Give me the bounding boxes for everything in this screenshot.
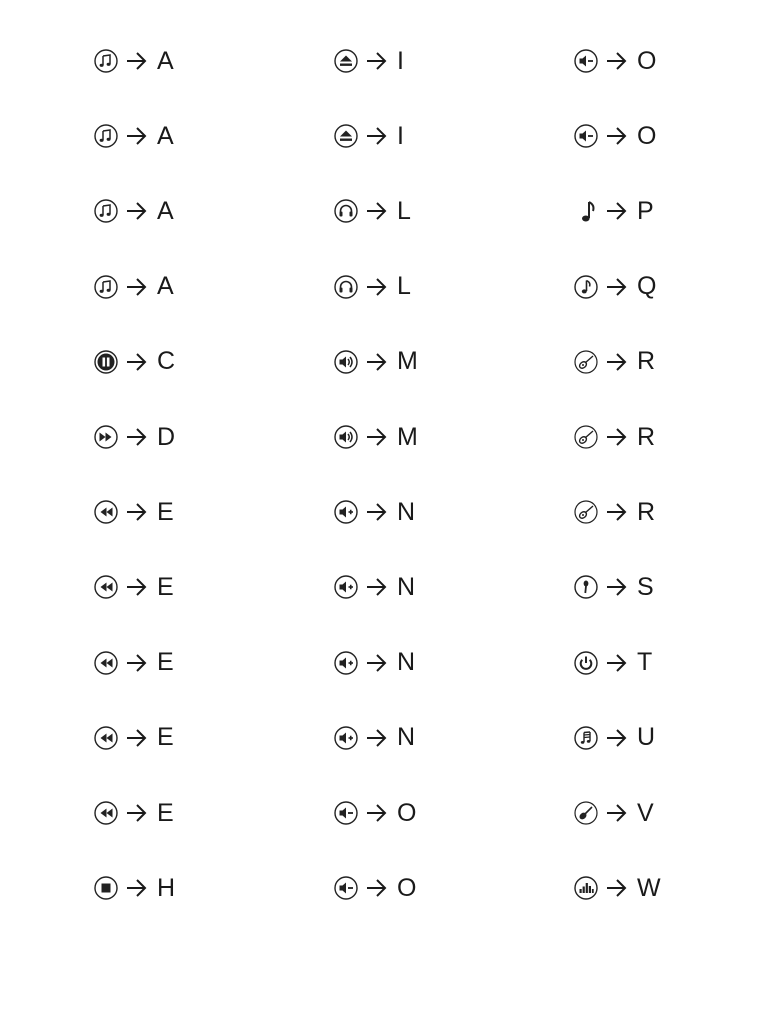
cipher-letter: Q [637,272,657,301]
arrow-right-icon [605,125,629,147]
music-note-icon [93,198,119,224]
power-icon [573,650,599,676]
eject-icon [333,48,359,74]
cipher-row [333,571,415,603]
cipher-letter: O [397,798,417,827]
cipher-row [93,797,174,829]
cipher-row [573,421,655,453]
rewind-icon [93,499,119,525]
cipher-row [93,45,174,77]
cipher-row [573,647,652,679]
cipher-row [573,120,656,152]
cipher-row [333,722,415,754]
cipher-row [573,797,654,829]
arrow-right-icon [605,351,629,373]
cipher-letter: S [637,572,654,601]
volume-down-icon [573,123,599,149]
cipher-letter: R [637,497,656,526]
cipher-letter: A [157,196,174,225]
arrow-right-icon [365,351,389,373]
cipher-row [573,496,655,528]
arrow-right-icon [125,351,149,373]
cipher-row [93,647,174,679]
cipher-letter: W [637,873,661,902]
cipher-letter: N [397,648,416,677]
cipher-row [573,722,655,754]
music-note-icon [93,274,119,300]
music-note-icon [93,48,119,74]
arrow-right-icon [605,727,629,749]
cipher-letter: H [157,873,176,902]
circled-eighth-note-icon [573,274,599,300]
arrow-right-icon [125,802,149,824]
cipher-letter: U [637,723,656,752]
arrow-right-icon [125,50,149,72]
cipher-letter: E [157,572,174,601]
eject-icon [333,123,359,149]
arrow-right-icon [365,50,389,72]
arrow-right-icon [125,125,149,147]
headphones-icon [333,274,359,300]
cipher-row [573,45,656,77]
cipher-row [93,571,174,603]
arrow-right-icon [605,877,629,899]
cipher-row [93,496,174,528]
cipher-letter: E [157,497,174,526]
fast-forward-icon [93,424,119,450]
arrow-right-icon [365,652,389,674]
cipher-row [573,872,661,904]
volume-down-icon [573,48,599,74]
arrow-right-icon [605,50,629,72]
arrow-right-icon [365,200,389,222]
guitar-icon [573,349,599,375]
eighth-note-icon [573,198,599,224]
cipher-row [93,421,175,453]
cipher-letter: O [637,46,657,75]
cipher-letter: N [397,572,416,601]
arrow-right-icon [125,276,149,298]
cipher-letter: L [397,196,411,225]
guitar-icon [573,424,599,450]
arrow-right-icon [605,426,629,448]
microphone-icon [573,574,599,600]
cipher-row [573,271,656,303]
rewind-icon [93,725,119,751]
speaker-icon [333,424,359,450]
music-note-icon [93,123,119,149]
cipher-row [333,421,418,453]
speaker-icon [333,349,359,375]
arrow-right-icon [125,727,149,749]
cipher-row [333,346,418,378]
arrow-right-icon [125,877,149,899]
arrow-right-icon [605,802,629,824]
cipher-row [333,647,415,679]
volume-up-icon [333,725,359,751]
guitar-icon [573,499,599,525]
cipher-letter: N [397,497,416,526]
cipher-letter: E [157,723,174,752]
arrow-right-icon [125,200,149,222]
volume-up-icon [333,574,359,600]
cipher-letter: T [637,648,653,677]
arrow-right-icon [605,276,629,298]
cipher-letter: V [637,798,654,827]
arrow-right-icon [365,727,389,749]
arrow-right-icon [365,426,389,448]
pause-icon [93,349,119,375]
guitar-solid-icon [573,800,599,826]
cipher-letter: D [157,422,176,451]
sheet-music-icon [573,725,599,751]
cipher-letter: L [397,272,411,301]
cipher-letter: N [397,723,416,752]
cipher-letter: I [397,121,404,150]
cipher-letter: M [397,422,418,451]
arrow-right-icon [365,125,389,147]
volume-up-icon [333,499,359,525]
arrow-right-icon [605,576,629,598]
cipher-row [573,346,655,378]
arrow-right-icon [365,276,389,298]
cipher-letter: R [637,347,656,376]
cipher-row [93,722,174,754]
cipher-row [333,797,416,829]
cipher-row [333,872,416,904]
cipher-letter: A [157,46,174,75]
cipher-row [573,571,654,603]
arrow-right-icon [125,652,149,674]
arrow-right-icon [365,576,389,598]
arrow-right-icon [605,501,629,523]
cipher-row [93,120,174,152]
cipher-row [333,120,404,152]
cipher-letter: C [157,347,176,376]
cipher-letter: E [157,648,174,677]
cipher-letter: A [157,272,174,301]
arrow-right-icon [365,802,389,824]
arrow-right-icon [605,652,629,674]
cipher-letter: O [397,873,417,902]
cipher-letter: M [397,347,418,376]
volume-up-icon [333,650,359,676]
rewind-icon [93,650,119,676]
cipher-letter: E [157,798,174,827]
cipher-letter: R [637,422,656,451]
arrow-right-icon [125,426,149,448]
stop-icon [93,875,119,901]
arrow-right-icon [125,501,149,523]
equalizer-icon [573,875,599,901]
cipher-letter: I [397,46,404,75]
cipher-row [93,195,174,227]
arrow-right-icon [365,877,389,899]
cipher-row [333,271,411,303]
cipher-row [333,195,411,227]
volume-down-icon [333,800,359,826]
cipher-row [333,496,415,528]
rewind-icon [93,574,119,600]
volume-down-icon [333,875,359,901]
cipher-row [333,45,404,77]
cipher-row [93,346,175,378]
cipher-letter: A [157,121,174,150]
cipher-row [93,872,175,904]
cipher-row [573,195,654,227]
cipher-letter: O [637,121,657,150]
arrow-right-icon [125,576,149,598]
rewind-icon [93,800,119,826]
arrow-right-icon [605,200,629,222]
arrow-right-icon [365,501,389,523]
headphones-icon [333,198,359,224]
cipher-letter: P [637,196,654,225]
cipher-row [93,271,174,303]
